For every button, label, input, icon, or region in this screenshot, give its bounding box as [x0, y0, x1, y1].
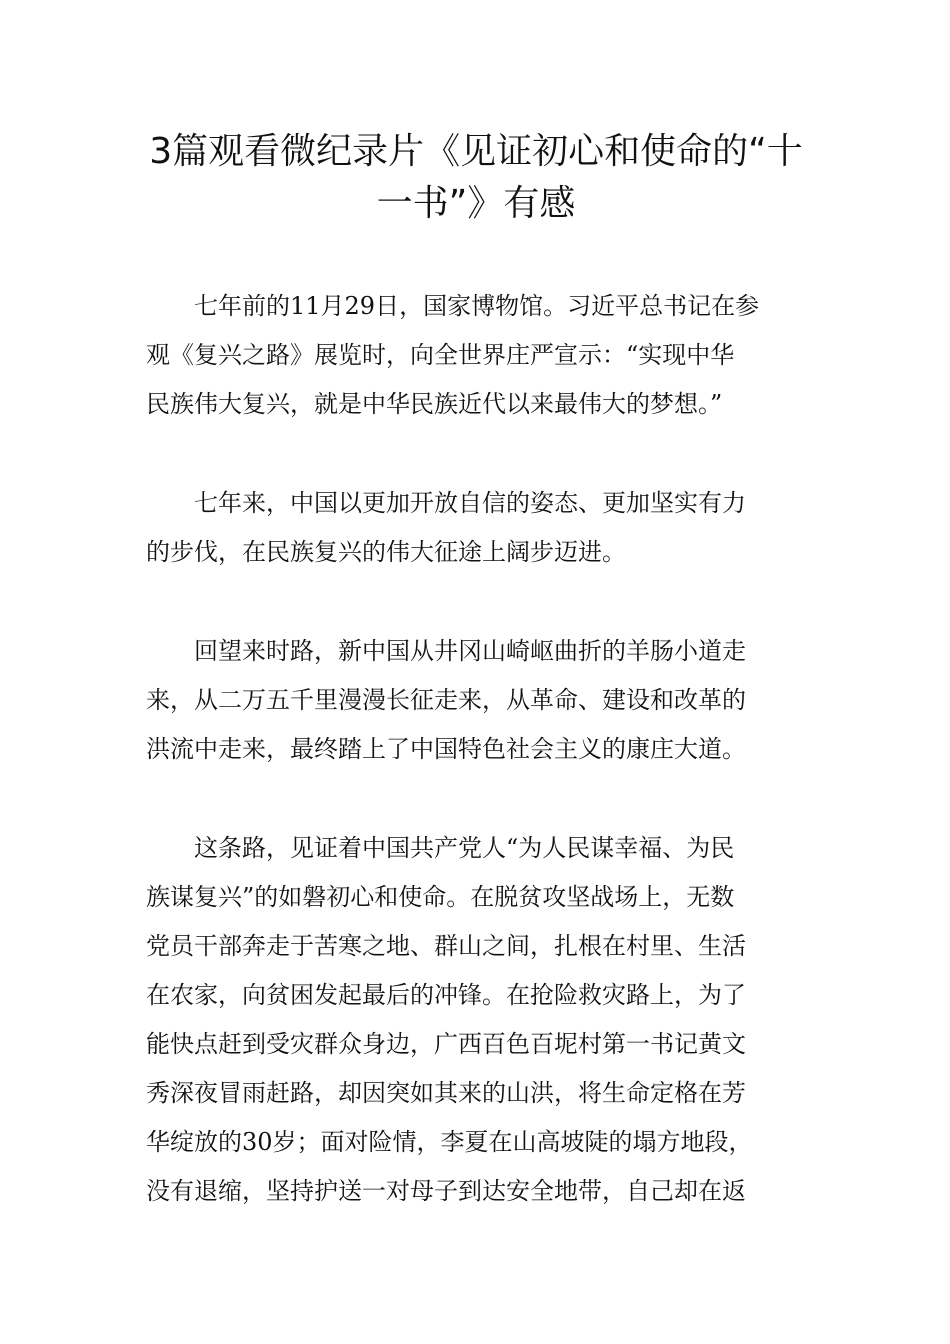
paragraph-line: 没有退缩，坚持护送一对母子到达安全地带，自己却在返 — [146, 1177, 746, 1205]
paragraph-line: 七年来，中国以更加开放自信的姿态、更加坚实有力 — [194, 489, 746, 517]
paragraph-line: 洪流中走来，最终踏上了中国特色社会主义的康庄大道。 — [146, 735, 746, 763]
paragraph-line: 族谋复兴”的如磐初心和使命。在脱贫攻坚战场上，无数 — [146, 883, 735, 911]
paragraph-line: 这条路，见证着中国共产党人“为人民谋幸福、为民 — [194, 834, 735, 862]
paragraph — [146, 627, 806, 774]
title-line: 3篇观看微纪录片《见证初心和使命的“十 — [149, 131, 803, 172]
paragraph — [146, 479, 806, 577]
paragraph-line: 七年前的11月29日，国家博物馆。习近平总书记在参 — [194, 292, 760, 320]
paragraph — [146, 824, 806, 1216]
paragraph — [146, 282, 806, 429]
paragraph-line: 秀深夜冒雨赶路，却因突如其来的山洪，将生命定格在芳 — [146, 1079, 746, 1107]
paragraph-line: 观《复兴之路》展览时，向全世界庄严宣示：“实现中华 — [146, 341, 735, 369]
paragraph-line: 在农家，向贫困发起最后的冲锋。在抢险救灾路上，为了 — [146, 981, 746, 1009]
paragraph-line: 党员干部奔走于苦寒之地、群山之间，扎根在村里、生活 — [146, 932, 746, 960]
document-title — [146, 126, 806, 230]
paragraph-line: 华绽放的30岁；面对险情，李夏在山高坡陡的塌方地段， — [146, 1128, 753, 1156]
document-body — [146, 282, 806, 1266]
paragraph-line: 的步伐，在民族复兴的伟大征途上阔步迈进。 — [146, 538, 626, 566]
paragraph-line: 民族伟大复兴，就是中华民族近代以来最伟大的梦想。” — [146, 390, 723, 418]
paragraph-line: 能快点赶到受灾群众身边，广西百色百坭村第一书记黄文 — [146, 1030, 746, 1058]
paragraph-line: 来，从二万五千里漫漫长征走来，从革命、建设和改革的 — [146, 686, 746, 714]
title-line: 一书”》有感 — [376, 183, 576, 224]
paragraph-line: 回望来时路，新中国从井冈山崎岖曲折的羊肠小道走 — [194, 637, 746, 665]
